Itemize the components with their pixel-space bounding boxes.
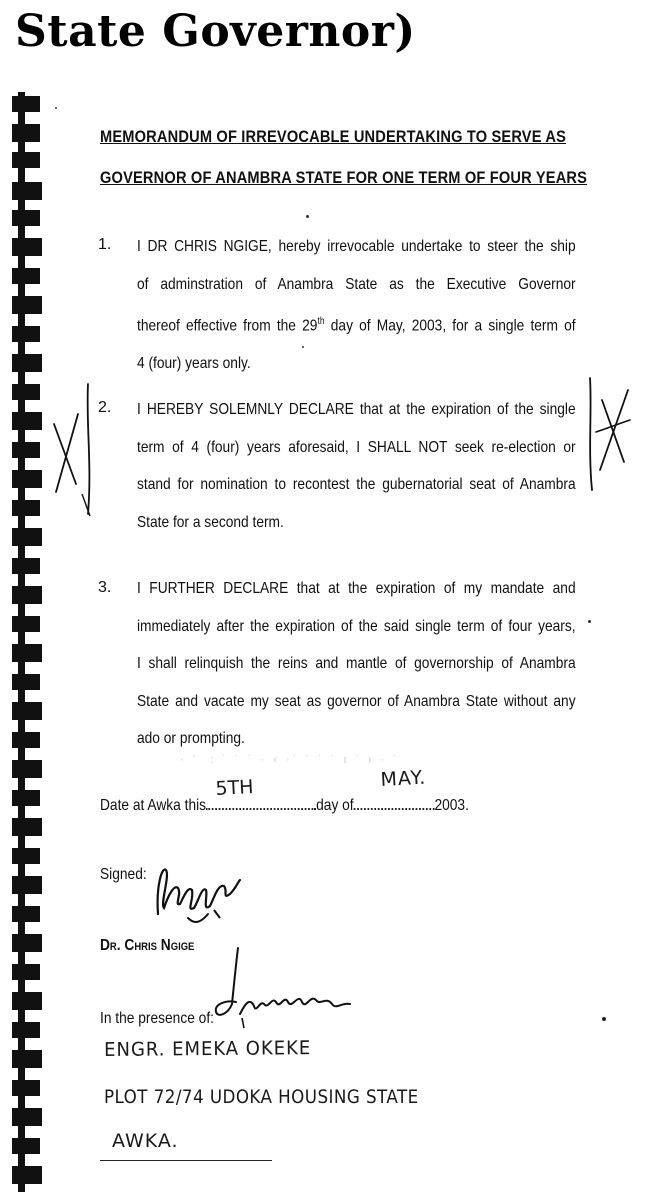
date-day-handwritten: 5TH bbox=[215, 776, 255, 800]
paragraph-3 bbox=[137, 570, 576, 758]
date-month-handwritten: MAY. bbox=[380, 766, 427, 791]
date-prefix: Date at Awka this bbox=[100, 797, 207, 814]
paragraph-3-line: I FURTHER DECLARE that at the expiration of my mandate and bbox=[137, 580, 576, 597]
document-page bbox=[0, 84, 657, 1200]
memorandum-title-line-2: GOVERNOR OF ANAMBRA STATE FOR ONE TERM OF FOUR YEARS bbox=[100, 168, 588, 187]
paragraph-2-line: stand for nomination to recontest the gubernatorial seat of Anambra bbox=[137, 476, 576, 493]
signed-label: Signed: bbox=[100, 866, 147, 883]
paragraph-2 bbox=[137, 391, 576, 541]
paragraph-1-number: 1. bbox=[98, 236, 112, 253]
date-line bbox=[100, 794, 469, 815]
paragraph-3-line: ado or prompting. bbox=[137, 730, 245, 747]
paragraph-3-line: I shall relinquish the reins and mantle of governorship of Anambra bbox=[137, 655, 576, 672]
paragraph-2-number: 2. bbox=[98, 399, 112, 416]
paragraph-2-line: I HEREBY SOLEMNLY DECLARE that at the expiration of the single bbox=[137, 401, 576, 418]
scan-speck bbox=[55, 107, 57, 109]
paragraph-3-number: 3. bbox=[98, 579, 112, 596]
witness-signature bbox=[210, 944, 360, 1044]
scan-speck bbox=[306, 215, 309, 218]
scan-speck bbox=[302, 346, 304, 348]
witness-city-handwritten: AWKA. bbox=[112, 1130, 179, 1152]
witness-city-underline bbox=[100, 1160, 272, 1161]
memorandum-title-line-1: MEMORANDUM OF IRREVOCABLE UNDERTAKING TO SERVE AS bbox=[100, 127, 567, 146]
left-margin-initials bbox=[48, 374, 96, 524]
date-mid: day of bbox=[316, 797, 354, 814]
paragraph-3-line: State and vacate my seat as governor of Anambra State without any bbox=[137, 692, 576, 710]
paragraph-1-line: I DR CHRIS NGIGE, hereby irrevocable undertake to steer the ship bbox=[137, 238, 576, 255]
paragraph-2-line: term of 4 (four) years aforesaid, I SHALL NOT seek re-election or bbox=[137, 438, 576, 456]
chief-signature bbox=[148, 856, 248, 936]
paragraph-1 bbox=[137, 228, 576, 382]
witness-address-handwritten: PLOT 72/74 UDOKA HOUSING STATE bbox=[104, 1086, 419, 1108]
paragraph-2-line: State for a second term. bbox=[137, 513, 284, 531]
right-margin-initials bbox=[584, 370, 634, 500]
paragraph-3-line: immediately after the expiration of the said single term of four years, bbox=[137, 617, 576, 635]
signatory-name: Dr. Chris Ngige bbox=[100, 937, 195, 954]
paragraph-1-line: 4 (four) years only. bbox=[137, 354, 251, 372]
paragraph-1-line: of adminstration of Anambra State as the Executive Governor bbox=[137, 275, 576, 293]
headline: State Governor) bbox=[15, 6, 416, 57]
witness-name-handwritten: ENGR. EMEKA OKEKE bbox=[104, 1037, 312, 1061]
binding-strip bbox=[12, 92, 52, 1192]
presence-label: In the presence of: bbox=[100, 1010, 214, 1027]
scan-speck bbox=[602, 1017, 606, 1021]
faint-bleed-through: · ʼ : ˙ ˙ ˙ · ‹ ·ˈ ˙ ˙ ˙ ı ˙ ı · ˙ bbox=[180, 754, 400, 766]
paragraph-1-line: thereof effective from the 29th day of May, 2003, for a single term of bbox=[137, 316, 576, 335]
date-year: 2003. bbox=[434, 797, 469, 814]
scan-speck bbox=[588, 620, 591, 623]
